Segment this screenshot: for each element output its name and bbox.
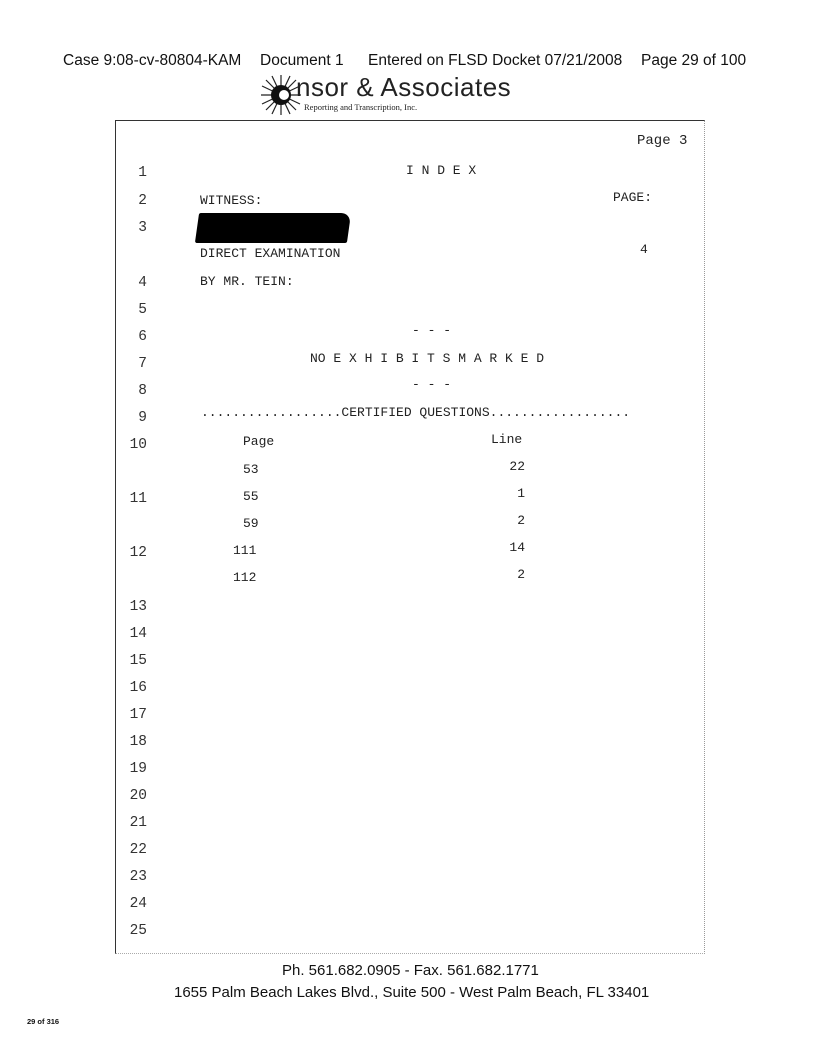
cq-line-value: 1 [517,486,525,501]
cq-page-header: Page [243,434,275,449]
line-number: 15 [129,653,147,669]
line-number: 25 [129,923,147,939]
footer-address: 1655 Palm Beach Lakes Blvd., Suite 500 - West Palm Beach, FL 33401 [174,984,650,1001]
line-number: 4 [138,275,147,291]
company-logo [250,72,550,122]
cq-page-value: 55 [243,489,259,504]
line-number: 6 [138,329,147,345]
witness-label: WITNESS: [200,193,263,208]
page-counter: 29 of 316 [27,1017,60,1026]
line-number: 10 [129,437,147,453]
transcript-page-label: Page 3 [637,133,688,149]
line-number: 9 [138,410,147,426]
line-number: 8 [138,383,147,399]
no-exhibits-marked: NO E X H I B I T S M A R K E D [310,351,545,366]
cq-line-header: Line [491,432,523,447]
line-number: 23 [129,869,147,885]
logo-tagline: Reporting and Transcription, Inc. [304,102,418,112]
line-number: 19 [129,761,147,777]
line-number: 3 [138,220,147,236]
line-number: 5 [138,302,147,318]
case-number: Case 9:08-cv-80804-KAM [63,52,242,69]
direct-examination: DIRECT EXAMINATION [200,246,341,261]
certified-questions-heading: ..................CERTIFIED QUESTIONS.................. [201,405,631,420]
line-number: 17 [129,707,147,723]
line-number: 12 [129,545,147,561]
cq-page-value: 112 [233,570,257,585]
separator-dashes: - - - [412,377,452,392]
cq-page-value: 59 [243,516,259,531]
index-title: I N D E X [406,163,477,178]
cq-line-value: 22 [509,459,525,474]
separator-dashes: - - - [412,323,452,338]
line-number: 18 [129,734,147,750]
line-number: 13 [129,599,147,615]
line-number: 21 [129,815,147,831]
docket-entered: Entered on FLSD Docket 07/21/2008 [368,52,623,69]
cq-line-value: 2 [517,567,525,582]
line-number: 14 [129,626,147,642]
line-number: 11 [129,491,147,507]
document-number: Document 1 [260,52,344,69]
line-number: 22 [129,842,147,858]
line-number: 24 [129,896,147,912]
line-number: 1 [138,165,147,181]
direct-examination-page: 4 [640,242,648,257]
cq-line-value: 14 [509,540,525,555]
cq-line-value: 2 [517,513,525,528]
logo-name: nsor & Associates [296,72,512,102]
line-number: 2 [138,193,147,209]
cq-page-value: 111 [233,543,257,558]
cq-page-value: 53 [243,462,259,477]
page-column-label: PAGE: [613,190,653,205]
examining-attorney: BY MR. TEIN: [200,274,294,289]
redacted-witness-name [195,213,351,243]
line-number: 16 [129,680,147,696]
footer-phone: Ph. 561.682.0905 - Fax. 561.682.1771 [282,962,539,979]
line-number: 20 [129,788,147,804]
page-of-total: Page 29 of 100 [641,52,747,69]
line-number: 7 [138,356,147,372]
